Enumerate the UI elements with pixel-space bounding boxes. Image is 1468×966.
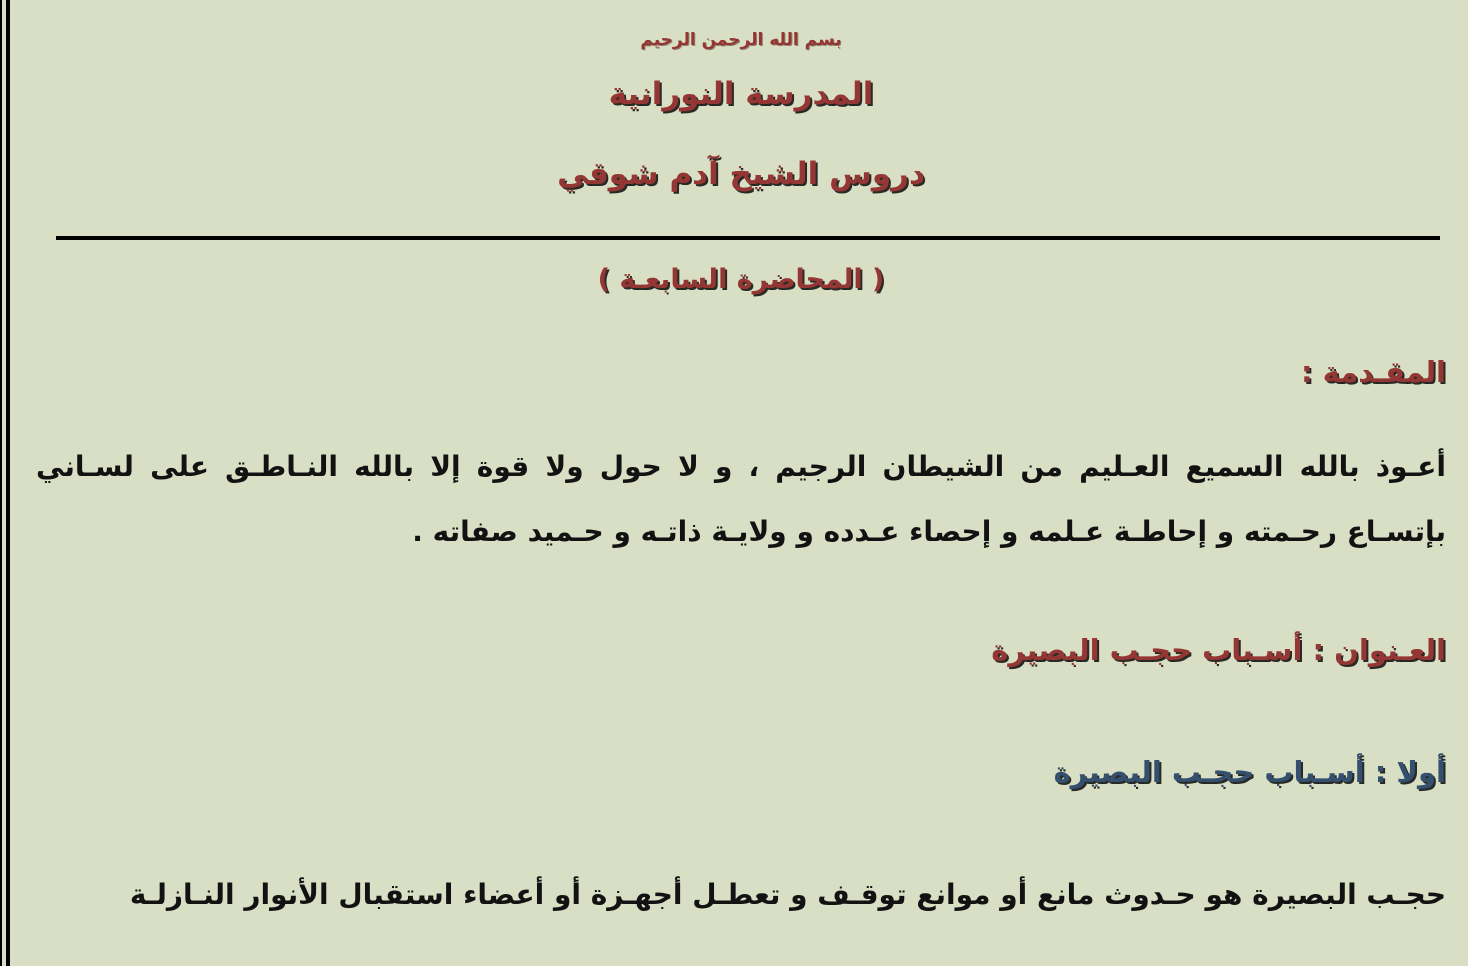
horizontal-rule: [56, 236, 1440, 240]
topic-heading: العـنوان : أسـباب حجـب البصيرة: [991, 632, 1446, 667]
first-section-heading: أولا : أسـباب حجـب البصيرة: [1053, 754, 1446, 789]
lessons-title: دروس الشيخ آدم شوقي: [557, 156, 925, 192]
intro-paragraph: أعـوذ بالله السميع العـليم من الشيطان الرجيم ، و لا حول ولا قوة إلا بالله النـاطـق على لسـاني بإتسـاع رحـمته و إحاطـة عـلمه و إحصاء عـدده و ولايـة ذاتـه و حـميد صفاته .: [36, 450, 1446, 548]
basmala-text: بسم الله الرحمن الرحيم: [640, 30, 842, 50]
school-title: المدرسة النورانية: [608, 76, 874, 112]
lecture-heading: ( المحاضرة السابعـة ): [597, 264, 885, 295]
spacer: [36, 605, 1446, 633]
spacer: [36, 835, 1446, 863]
body-paragraph: حجـب البصيرة هو حـدوث مانع أو موانع توقـف و تعطـل أجهـزة أو أعضاء استقبال الأنوار النـازلـة: [129, 877, 1446, 911]
intro-heading: المقـدمة :: [1300, 355, 1446, 389]
spacer: [36, 713, 1446, 755]
